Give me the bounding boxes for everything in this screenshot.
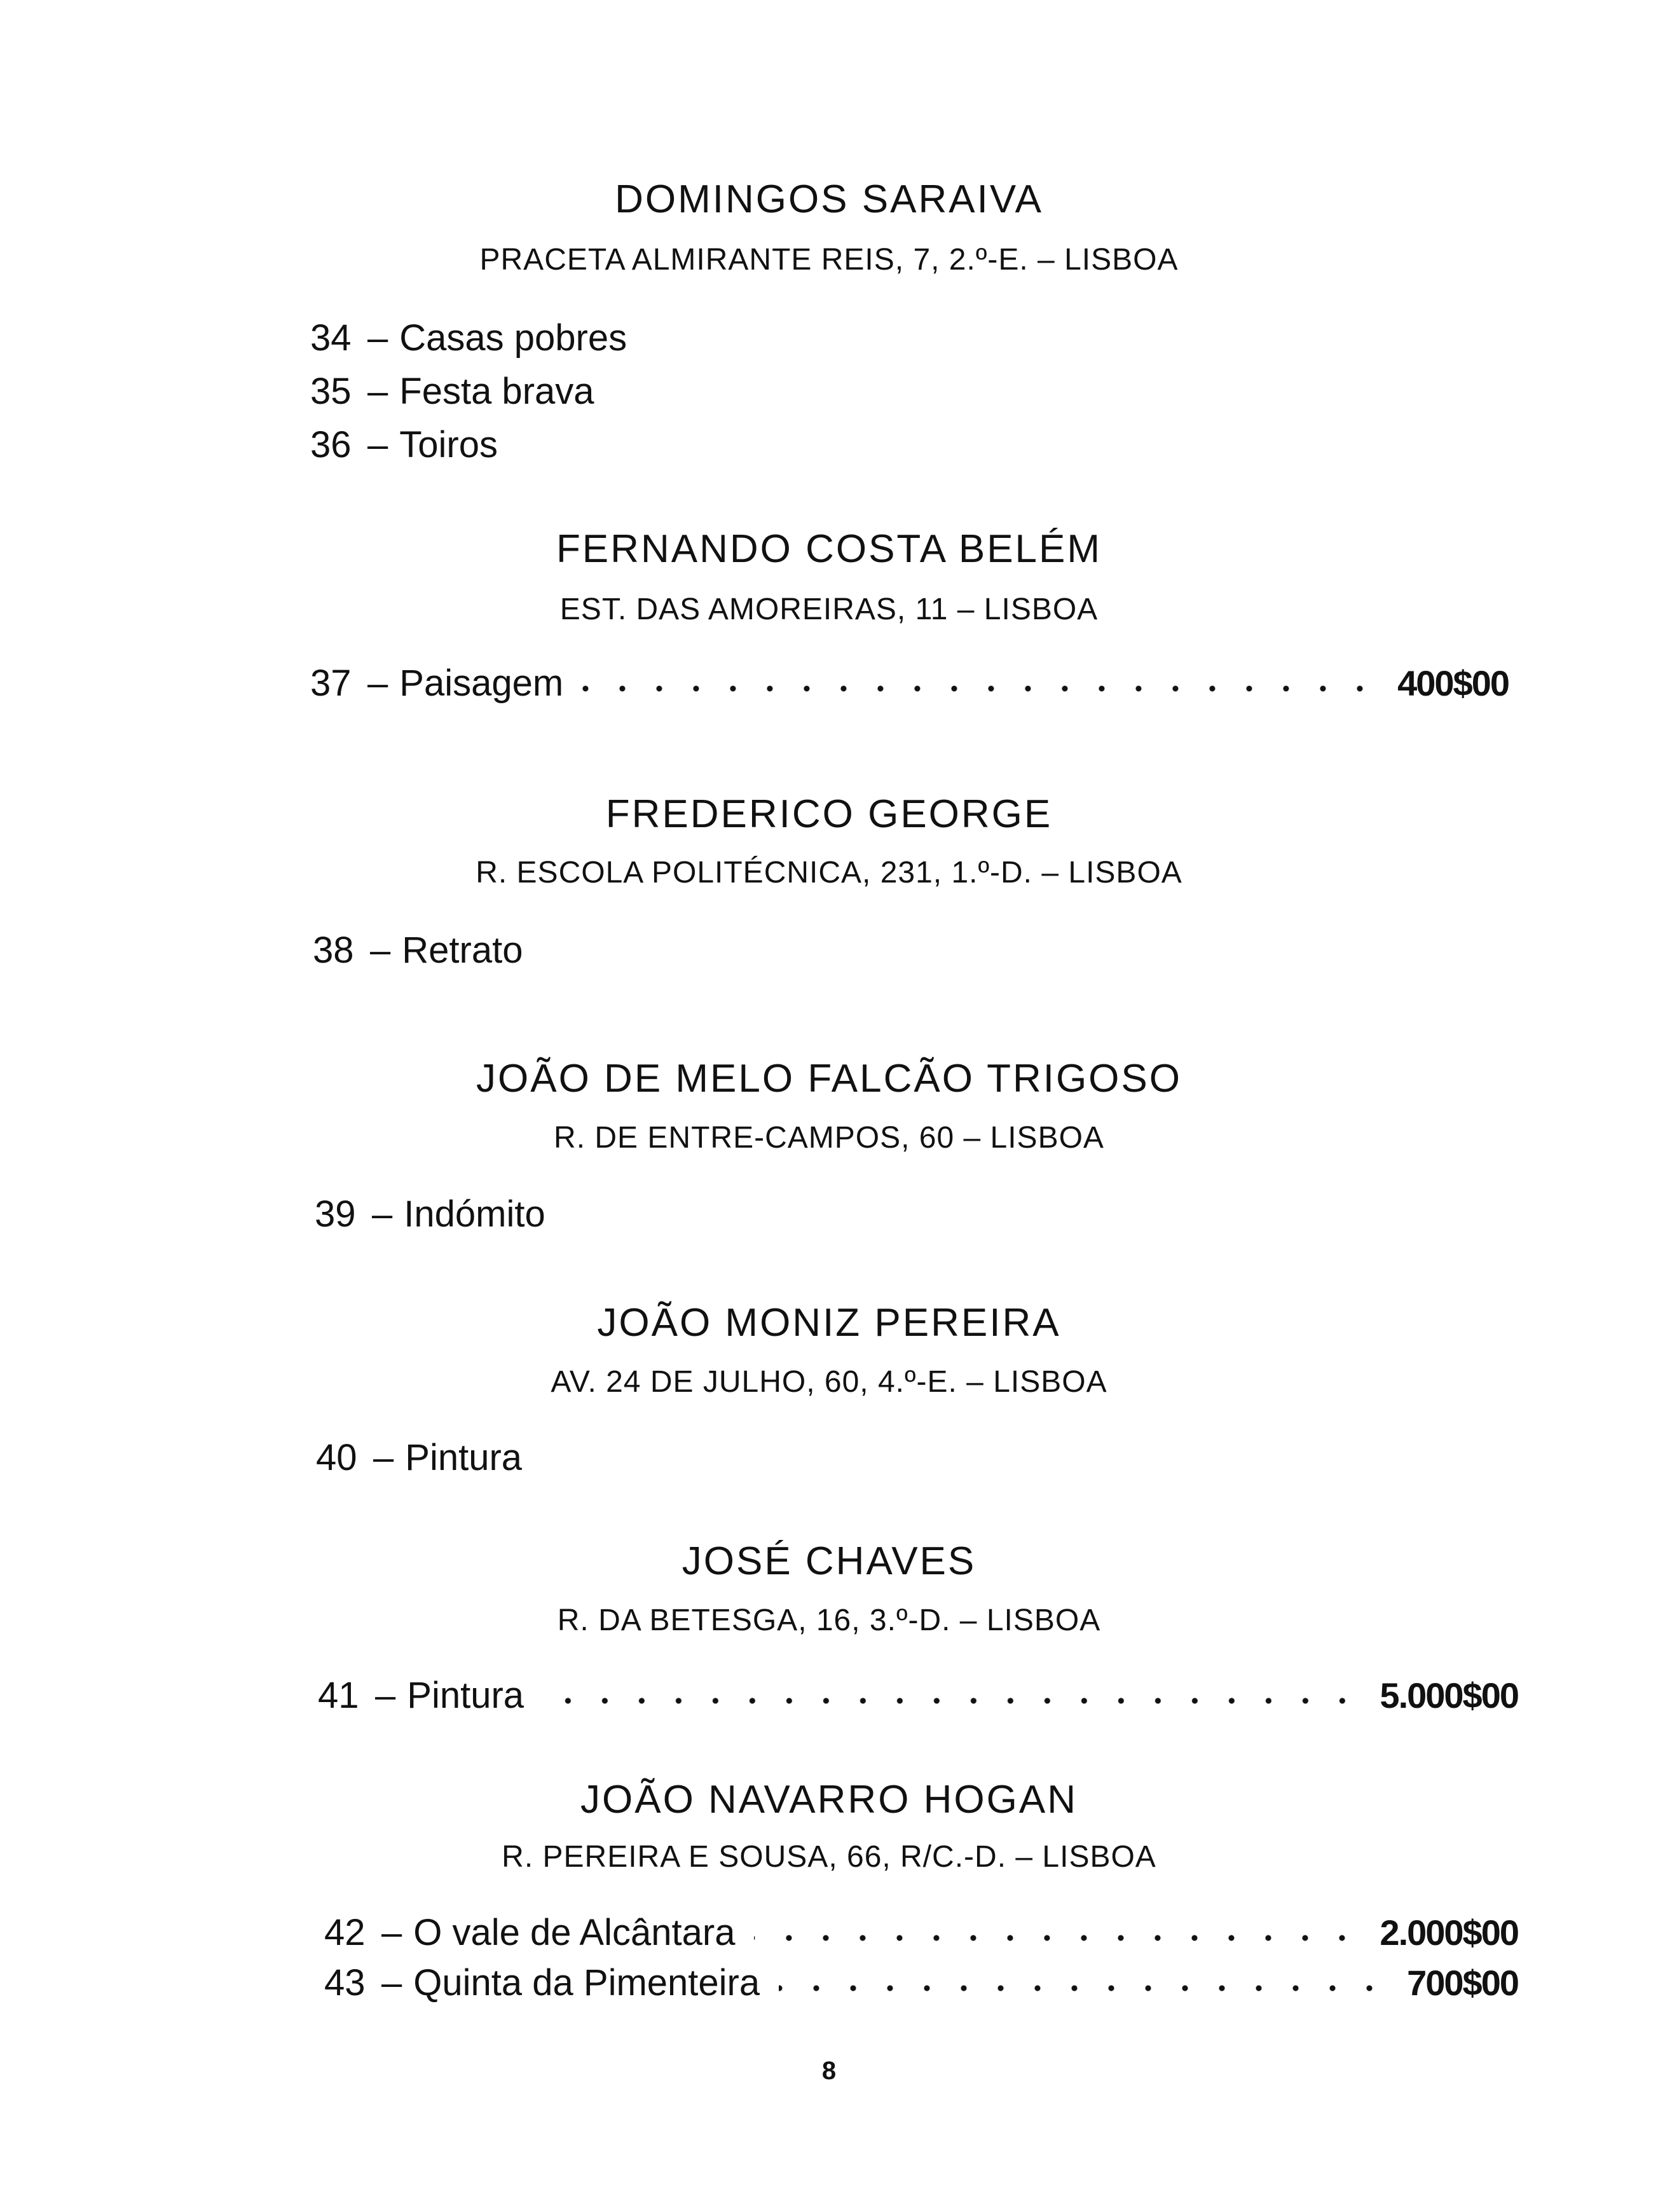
item-dash: – — [372, 1193, 393, 1235]
list-item — [313, 928, 523, 973]
dot-leader — [582, 684, 1378, 693]
list-item — [315, 1192, 545, 1237]
artist-name: JOÃO DE MELO FALCÃO TRIGOSO — [476, 1057, 1182, 1101]
dot-leader — [543, 1696, 1360, 1705]
item-number: 38 — [313, 930, 354, 971]
item-dash: – — [381, 1962, 402, 2003]
artist-name: DOMINGOS SARAIVA — [615, 177, 1043, 221]
item-price: 2.000$00 — [1380, 1913, 1518, 1953]
item-title: Retrato — [402, 930, 523, 971]
item-price: 400$00 — [1397, 663, 1509, 703]
item-dash: – — [373, 1437, 394, 1478]
list-item — [324, 1911, 1518, 1955]
item-price: 700$00 — [1407, 1963, 1518, 2003]
item-number: 34 — [310, 317, 352, 359]
artist-name: JOSÉ CHAVES — [682, 1539, 976, 1583]
item-number: 35 — [310, 371, 352, 412]
item-dash: – — [367, 371, 388, 412]
list-item — [316, 1436, 522, 1480]
item-number: 41 — [318, 1675, 359, 1716]
item-price: 5.000$00 — [1380, 1675, 1518, 1715]
item-title: Festa brava — [399, 371, 594, 412]
artist-address: EST. DAS AMOREIRAS, 11 – LISBOA — [559, 593, 1099, 626]
artist-name: JOÃO NAVARRO HOGAN — [580, 1778, 1078, 1822]
item-dash: – — [381, 1912, 402, 1953]
item-dash: – — [370, 930, 391, 971]
item-dash: – — [367, 424, 388, 465]
item-number: 37 — [310, 663, 352, 704]
item-dash: – — [367, 317, 388, 359]
artist-address: R. PEREIRA E SOUSA, 66, R/C.-D. – LISBOA — [502, 1840, 1156, 1874]
item-dash: – — [367, 663, 388, 704]
item-title: Pintura — [405, 1437, 523, 1478]
list-item — [318, 1673, 1518, 1718]
item-number: 39 — [315, 1193, 356, 1235]
item-number: 40 — [316, 1437, 357, 1478]
item-title: Casas pobres — [399, 317, 627, 359]
list-item — [310, 369, 594, 414]
list-item — [310, 661, 1509, 706]
item-number: 36 — [310, 424, 352, 465]
list-item — [310, 316, 627, 361]
artist-name: FERNANDO COSTA BELÉM — [556, 527, 1102, 571]
item-title: Quinta da Pimenteira — [413, 1962, 760, 2003]
item-title: Paisagem — [399, 663, 564, 704]
item-dash: – — [375, 1675, 396, 1716]
artist-address: R. DA BETESGA, 16, 3.º-D. – LISBOA — [557, 1604, 1101, 1637]
artist-address: R. DE ENTRE-CAMPOS, 60 – LISBOA — [554, 1121, 1104, 1155]
artist-name: FREDERICO GEORGE — [605, 792, 1053, 836]
dot-leader — [779, 1984, 1388, 1993]
artist-name: JOÃO MONIZ PEREIRA — [597, 1301, 1061, 1345]
item-title: O vale de Alcântara — [413, 1912, 736, 1953]
item-number: 43 — [324, 1962, 366, 2003]
artist-address: R. ESCOLA POLITÉCNICA, 231, 1.º-D. – LISBOA — [476, 856, 1182, 890]
list-item — [310, 423, 498, 467]
artist-address: PRACETA ALMIRANTE REIS, 7, 2.º-E. – LISBOA — [479, 243, 1179, 277]
list-item — [324, 1961, 1518, 2005]
item-title: Indómito — [404, 1193, 545, 1235]
dot-leader — [754, 1934, 1360, 1942]
artist-address: AV. 24 DE JULHO, 60, 4.º-E. – LISBOA — [551, 1365, 1107, 1399]
item-title: Pintura — [407, 1675, 524, 1716]
item-title: Toiros — [399, 424, 498, 465]
page-number: 8 — [821, 2057, 837, 2085]
item-number: 42 — [324, 1912, 366, 1953]
